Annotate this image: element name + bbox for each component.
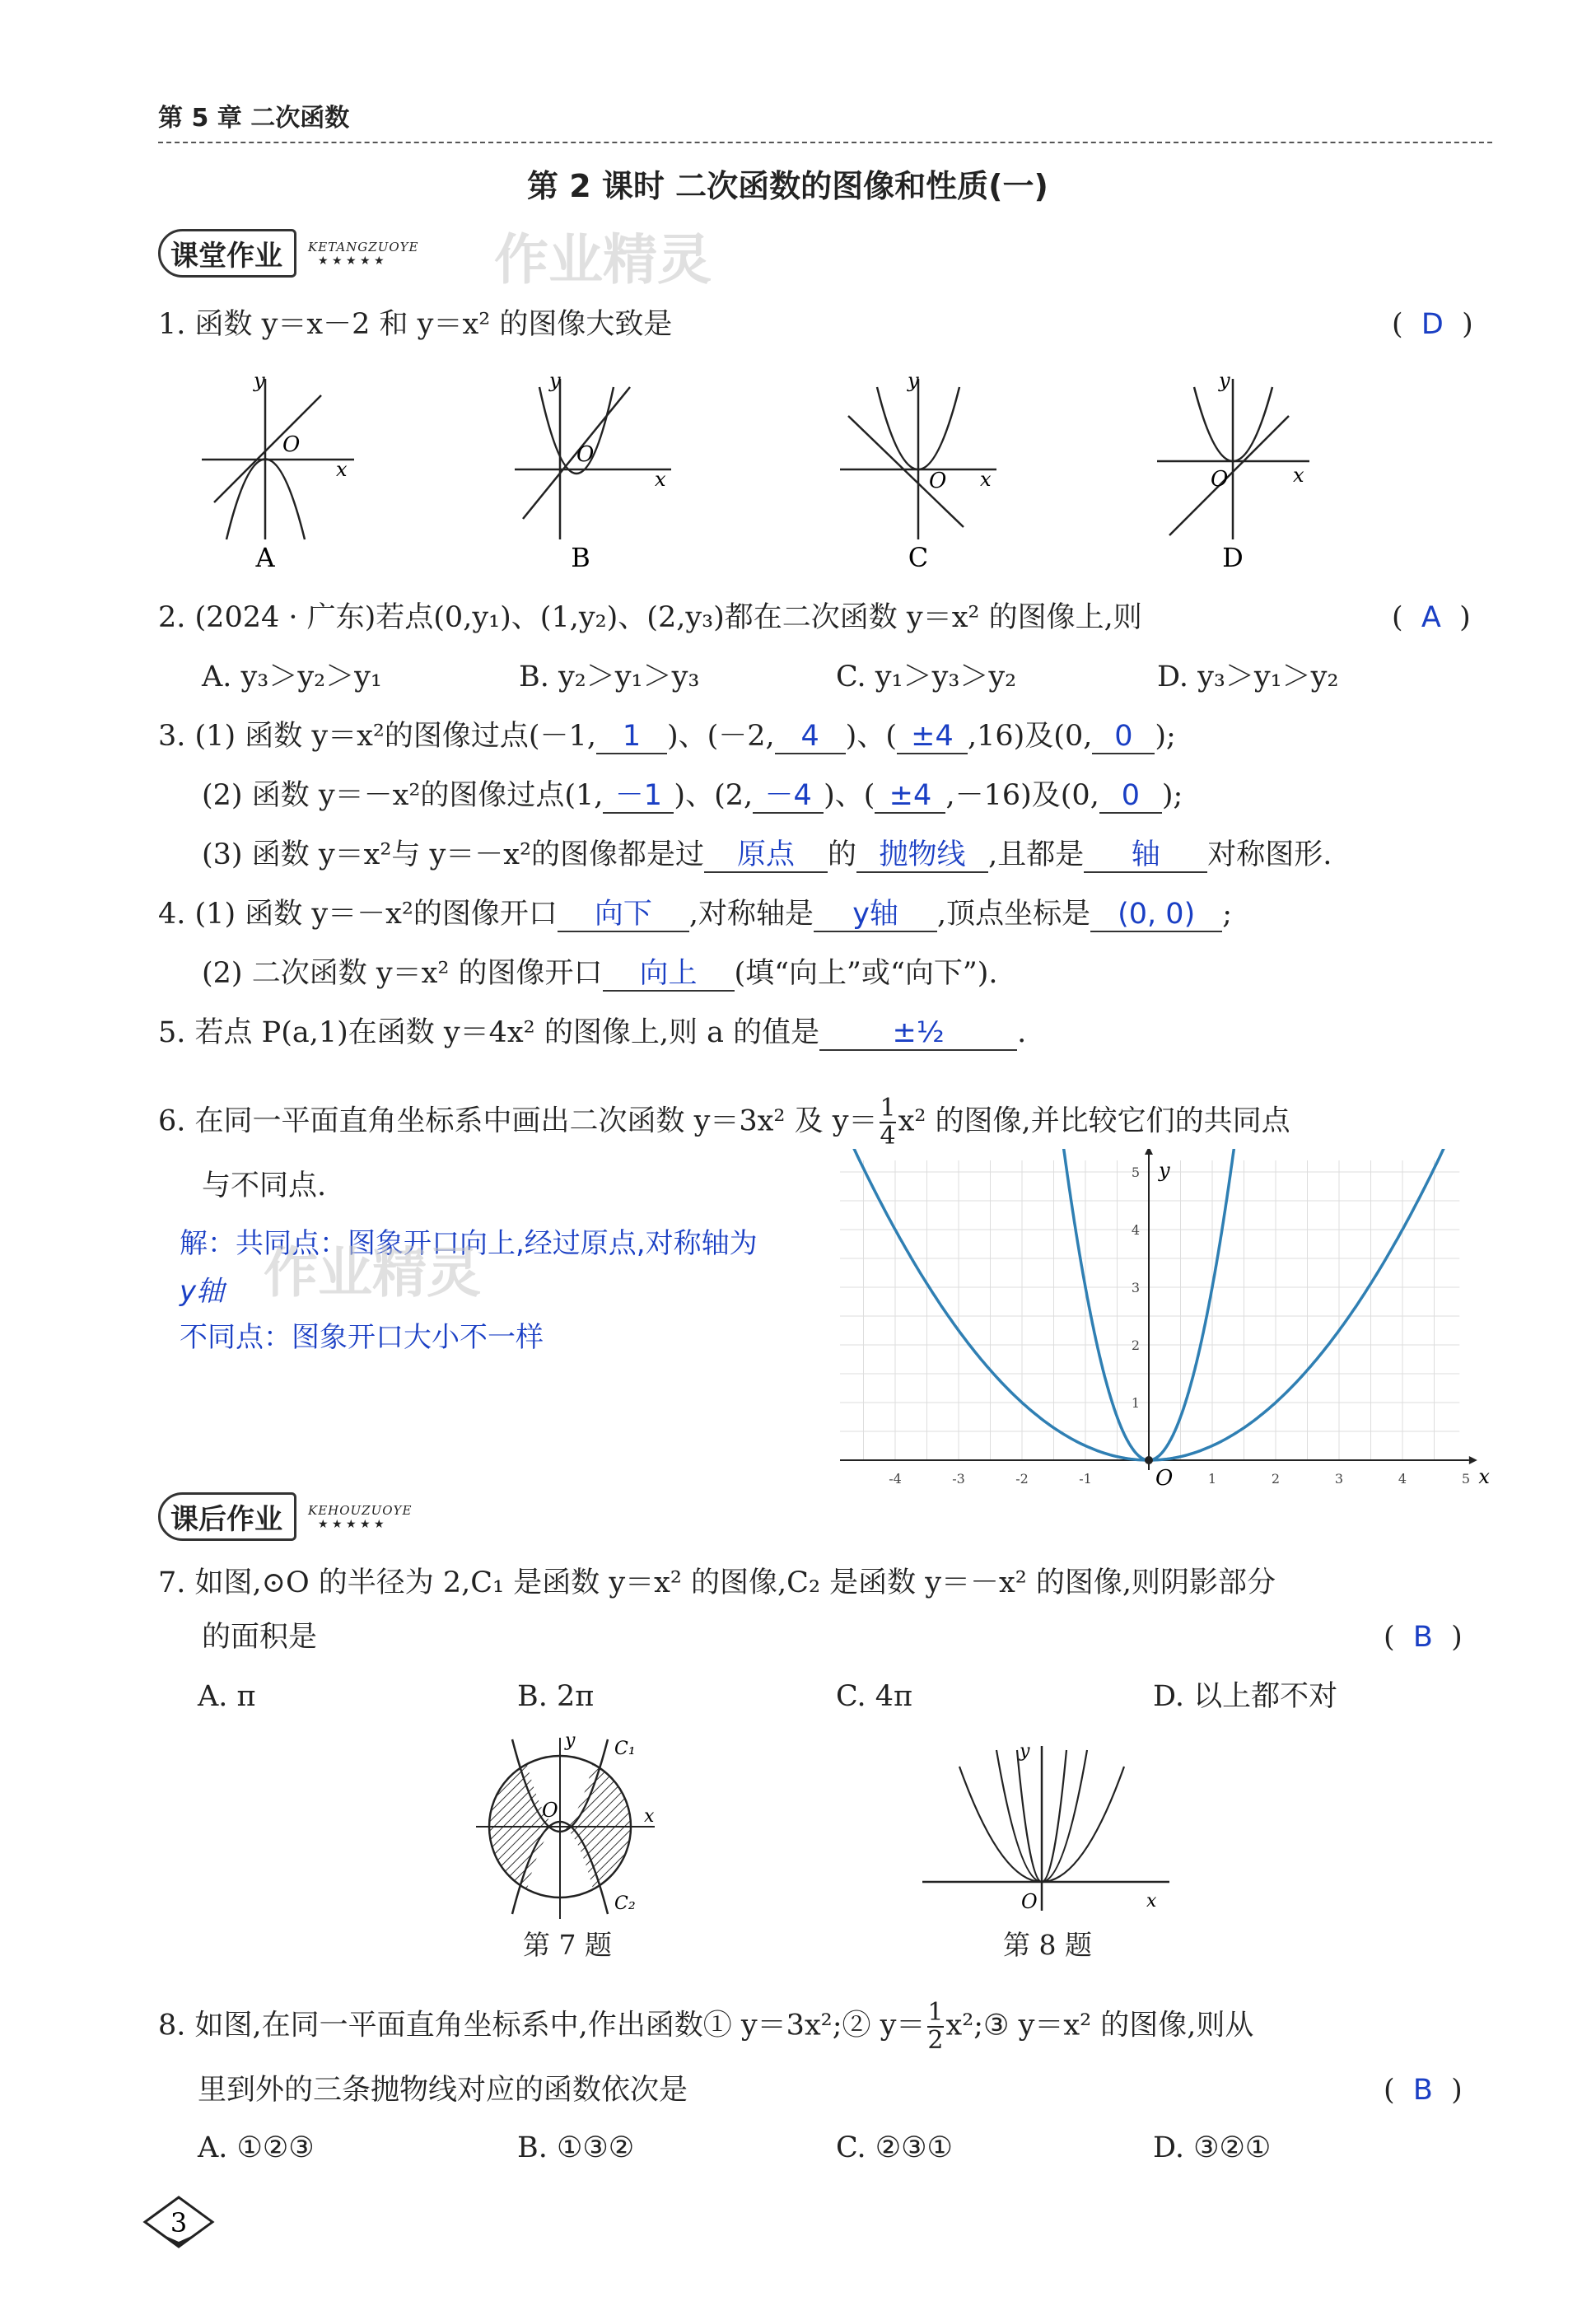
x-tick-label: -4 (889, 1471, 902, 1487)
page-number: 3 (170, 2207, 188, 2238)
q1-option-a-graph (202, 369, 354, 573)
q3-line-3: (3) 函数 y＝x²与 y＝－x²的图像都是过 原点 的 抛物线 ,且都是 轴 对称图形. (202, 838, 1332, 871)
page-number-badge (140, 2194, 218, 2250)
q1-option-a: A (255, 542, 275, 573)
y-tick-label: 3 (1131, 1280, 1141, 1295)
q6-solution-1: 解：共同点：图象开口向上,经过原点,对称轴为 (180, 1227, 758, 1260)
y-arrow (1145, 1149, 1153, 1155)
q2-option-c: C. y₁＞y₃＞y₂ (836, 661, 1017, 693)
q1a-y: y (254, 369, 265, 392)
q1c-origin: O (929, 469, 947, 493)
q8-option-a: A. ①②③ (198, 2131, 315, 2164)
watermark: 作业精灵 (494, 228, 712, 292)
q2-option-d: D. y₃＞y₁＞y₂ (1157, 661, 1339, 693)
q5-line: 5. 若点 P(a,1)在函数 y＝4x² 的图像上,则 a 的值是 ±½ . (158, 1016, 1027, 1049)
q8-y: y (1020, 1741, 1030, 1762)
q4-line-2: (2) 二次函数 y＝x² 的图像开口 向上 (填“向上”或“向下”). (202, 957, 998, 990)
q2-answer-box: ( A ) (1392, 601, 1471, 634)
q1a-x: x (336, 458, 348, 481)
q8-option-d: D. ③②① (1153, 2131, 1272, 2164)
x-tick-label: 1 (1207, 1471, 1217, 1487)
q7-option-b: B. 2π (517, 1680, 595, 1713)
section-after-work (158, 1492, 412, 1541)
q8-option-c: C. ②③① (836, 2131, 953, 2164)
q6-solution-2: y轴 (180, 1275, 225, 1308)
q7-c1: C₁ (614, 1739, 636, 1759)
q1-option-d: D (1222, 542, 1244, 573)
q7-figure (469, 1730, 684, 1944)
q4-blank-2[interactable]: y轴 (814, 898, 937, 932)
y-tick-label: 2 (1131, 1337, 1141, 1353)
q3-blank-1[interactable]: 1 (596, 720, 667, 754)
x-tick-label: -1 (1079, 1471, 1092, 1487)
q7-option-a: A. π (198, 1680, 256, 1713)
chart-y-label: y (1159, 1159, 1170, 1182)
q7-answer-box: ( B ) (1384, 1621, 1463, 1654)
q8-answer-box: ( B ) (1384, 2074, 1463, 2107)
q8-x: x (1146, 1891, 1157, 1912)
q6-solution-3: 不同点：图象开口大小不一样 (180, 1321, 544, 1354)
q6-chart (840, 1149, 1499, 1499)
section-class-work (158, 229, 419, 278)
q1-option-c: C (908, 542, 929, 573)
section-title: 课堂作业 (158, 229, 296, 278)
q2-answer: A (1421, 601, 1441, 634)
q1-answer: D (1421, 308, 1444, 341)
q3-blank-8[interactable]: 0 (1099, 779, 1162, 814)
q3-blank-2[interactable]: 4 (775, 720, 846, 754)
q2-option-a: A. y₃＞y₂＞y₁ (202, 661, 382, 693)
q1b-y: y (549, 369, 561, 392)
q3-blank-6[interactable]: －4 (753, 779, 824, 814)
header-rule (158, 142, 1492, 143)
chapter-header: 第 5 章 二次函数 (158, 104, 350, 133)
q7-option-c: C. 4π (836, 1680, 913, 1713)
q8-fraction: $\frac{1}{2}$ (927, 1998, 944, 2055)
q7-y: y (565, 1730, 576, 1751)
section-stars: ★ ★ ★ ★ ★ (318, 254, 385, 268)
q1c-x: x (980, 468, 992, 491)
q8-caption: 第 8 题 (1003, 1929, 1092, 1961)
q2-option-b: B. y₂＞y₁＞y₃ (519, 661, 700, 693)
q1d-y: y (1219, 369, 1230, 392)
q6-fraction: $\frac{1}{4}$ (880, 1094, 896, 1151)
q1b-origin: O (576, 442, 595, 467)
x-tick-label: 2 (1271, 1471, 1281, 1487)
q3-blank-4[interactable]: 0 (1092, 720, 1155, 754)
q1-option-b: B (571, 542, 590, 573)
y-tick-label: 1 (1131, 1395, 1141, 1411)
x-tick-label: 3 (1334, 1471, 1344, 1487)
q4-blank-4[interactable]: 向上 (603, 957, 735, 992)
q7-x: x (644, 1806, 655, 1827)
q7-option-d: D. 以上都不对 (1153, 1680, 1338, 1713)
q8-option-b: B. ①③② (517, 2131, 635, 2164)
q1b-x: x (655, 468, 666, 491)
q4-line-1: 4. (1) 函数 y＝－x²的图像开口 向下 ,对称轴是 y轴 ,顶点坐标是 (0, 0) ; (158, 898, 1232, 931)
q1-option-b-graph (515, 369, 671, 573)
section-sub-2: KEHOUZUOYE (308, 1502, 413, 1518)
q3-line-2: (2) 函数 y＝－x²的图像过点(1, －1 )、(2, －4 )、( ±4 ,－16)及(0, 0 ); (202, 779, 1183, 812)
q3-blank-10[interactable]: 抛物线 (856, 838, 988, 873)
q1d-origin: O (1211, 467, 1229, 492)
x-tick-label: 4 (1398, 1471, 1407, 1487)
section-title-2: 课后作业 (158, 1492, 296, 1541)
q8-line-1: 8. 如图,在同一平面直角坐标系中,作出函数① y＝3x²;② y＝ $\frac{1}{2}$ x²;③ y＝x² 的图像,则从 (158, 1998, 1254, 2055)
q3-blank-9[interactable]: 原点 (704, 838, 828, 873)
chart-origin: O (1155, 1466, 1174, 1491)
q6-line-1: 6. 在同一平面直角坐标系中画出二次函数 y＝3x² 及 y＝ $\frac{1}{4}$ x² 的图像,并比较它们的共同点 (158, 1094, 1290, 1151)
q7-answer: B (1412, 1621, 1433, 1654)
q2-text: 2. (2024 · 广东)若点(0,y₁)、(1,y₂)、(2,y₃)都在二次函数 y＝x² 的图像上,则 (158, 601, 1142, 634)
q8-line-2: 里到外的三条抛物线对应的函数依次是 (198, 2074, 688, 2107)
q1-figures (189, 362, 1342, 585)
lesson-title: 第 2 课时 二次函数的图像和性质(一) (527, 168, 1048, 204)
q1c-y: y (908, 369, 919, 392)
q7-line-2: 的面积是 (202, 1621, 318, 1654)
q8-figure (914, 1734, 1178, 1927)
q7-origin: O (542, 1799, 558, 1822)
q1-option-d-graph (1157, 369, 1309, 573)
q4-blank-1[interactable]: 向下 (558, 898, 689, 932)
q8-answer: B (1412, 2074, 1433, 2107)
x-tick-label: -2 (1015, 1471, 1029, 1487)
q7-line-1: 7. 如图,⊙O 的半径为 2,C₁ 是函数 y＝x² 的图像,C₂ 是函数 y＝－x² 的图像,则阴影部分 (158, 1566, 1276, 1599)
q1a-origin: O (282, 432, 301, 457)
q3-blank-7[interactable]: ±4 (875, 779, 945, 814)
q6-line-2: 与不同点. (202, 1169, 327, 1202)
x-tick-label: 5 (1461, 1471, 1471, 1487)
y-tick-label: 5 (1131, 1165, 1141, 1180)
q4-blank-3[interactable]: (0, 0) (1090, 898, 1222, 932)
watermark-2: 作业精灵 (264, 1241, 481, 1305)
q7-c2: C₂ (614, 1893, 636, 1914)
q1-answer-box: ( D ) (1392, 308, 1473, 341)
q1d-x: x (1293, 464, 1304, 487)
q1-text: 1. 函数 y＝x－2 和 y＝x² 的图像大致是 (158, 308, 673, 341)
q3-blank-11[interactable]: 轴 (1084, 838, 1207, 873)
q7-caption: 第 7 题 (523, 1929, 612, 1961)
q3-blank-5[interactable]: －1 (603, 779, 674, 814)
origin-point (1145, 1456, 1153, 1464)
q3-line-1: 3. (1) 函数 y＝x²的图像过点(－1, 1 )、(－2, 4 )、( ±4 ,16)及(0, 0 ); (158, 720, 1176, 753)
x-tick-label: -3 (952, 1471, 965, 1487)
q8-origin: O (1021, 1890, 1038, 1913)
q1-option-c-graph (840, 369, 996, 573)
q5-blank[interactable]: ±½ (819, 1016, 1017, 1051)
x-arrow (1469, 1456, 1477, 1464)
section-sub: KETANGZUOYE (308, 239, 419, 254)
section-stars-2: ★ ★ ★ ★ ★ (318, 1517, 385, 1531)
chart-x-label: x (1478, 1465, 1490, 1488)
q3-blank-3[interactable]: ±4 (897, 720, 968, 754)
y-tick-label: 4 (1131, 1222, 1141, 1238)
